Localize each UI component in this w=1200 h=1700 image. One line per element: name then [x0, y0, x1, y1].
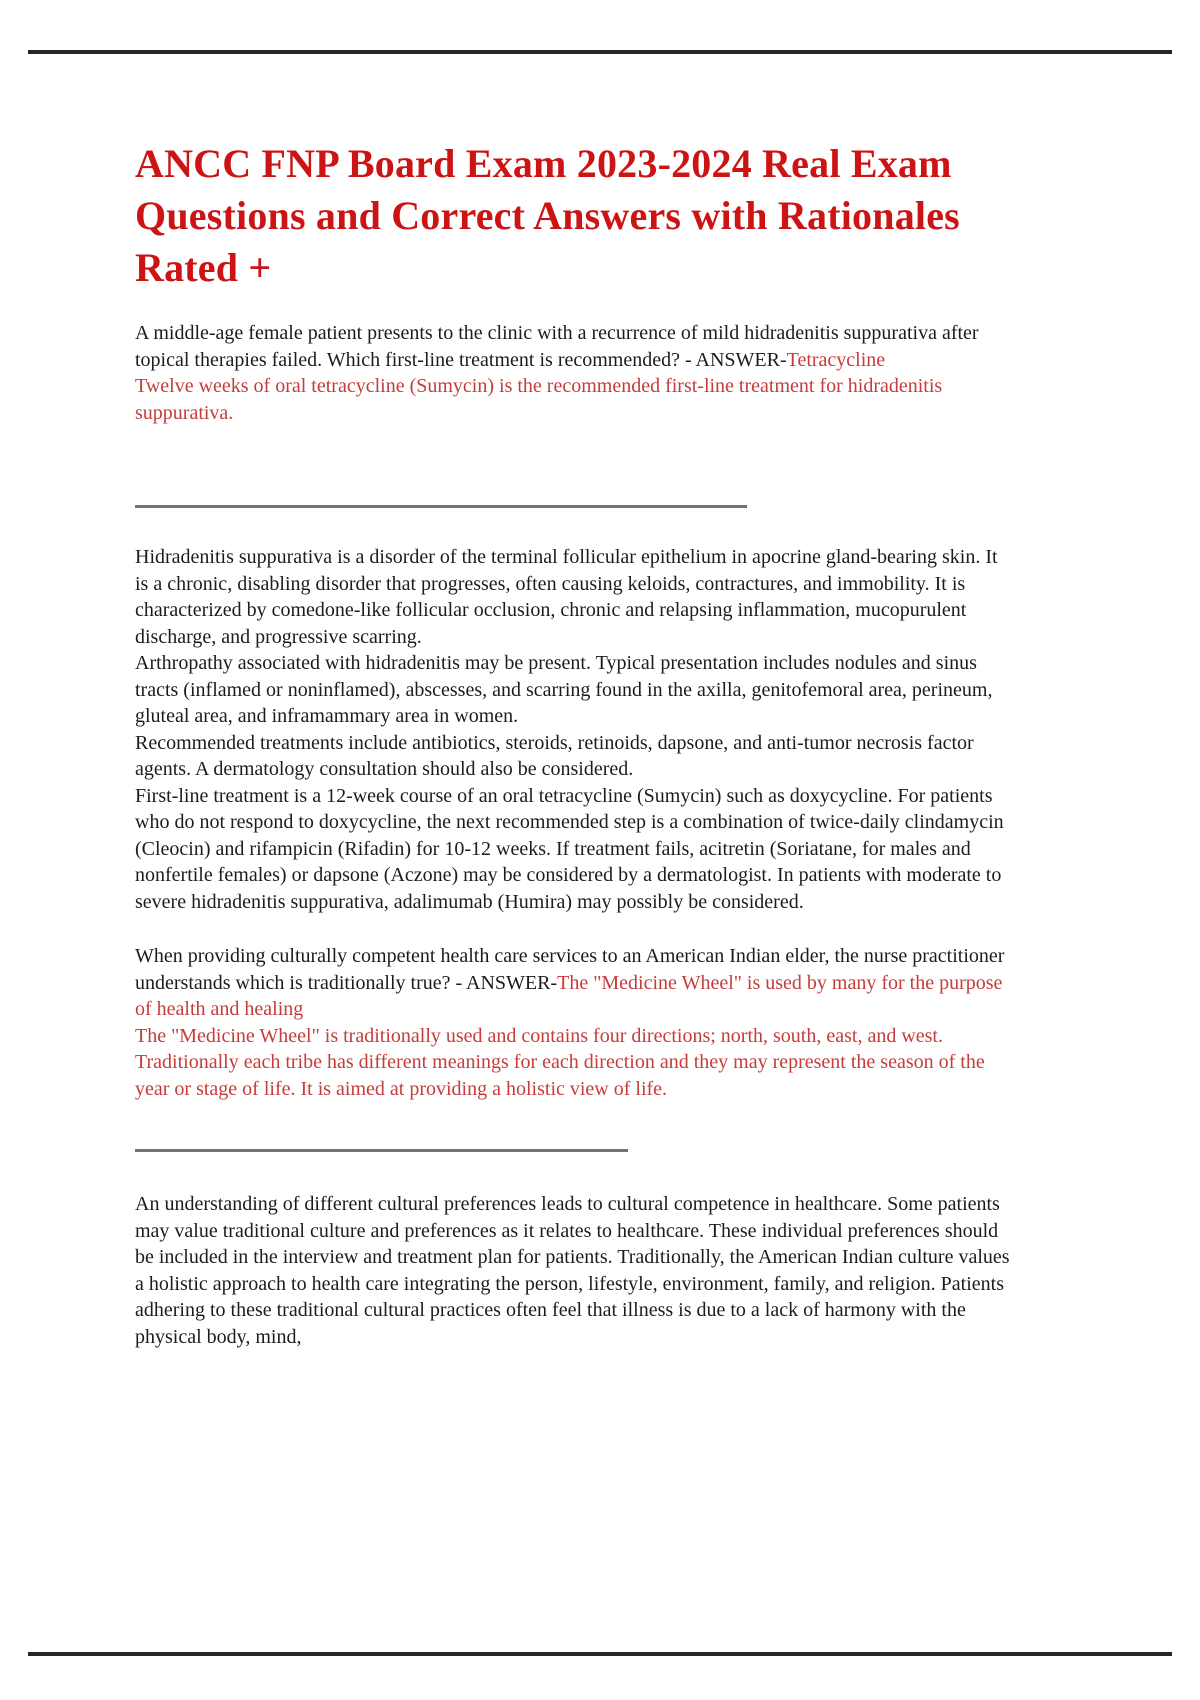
- page-bottom-border: [28, 1652, 1172, 1656]
- answer-2-text: The "Medicine Wheel" is used by many for the purpose of health and healing: [135, 971, 1003, 1020]
- rationale-line: First-line treatment is a 12-week course of an oral tetracycline (Sumycin) such as doxycycline. For patients who do not respond to doxycycline, the next recommended step is a combination of twice-daily clindamycin (Cleocin) and rifampicin (Rifadin) for 10-12 weeks. If treatment fails, acitretin (Soriatane, for males and nonfertile females) or dapsone (Aczone) may be considered by a dermatologist. In patients with moderate to severe hidradenitis suppurativa, adalimumab (Humira) may possibly be considered.: [135, 784, 1004, 913]
- answer-1-rationale: Twelve weeks of oral tetracycline (Sumycin) is the recommended first-line treatment for hidradenitis suppurativa.: [135, 375, 943, 424]
- question-2-text: When providing culturally competent health care services to an American Indian elder, the nurse practitioner understands which is traditionally true? - ANSWER-: [135, 945, 1005, 994]
- answer-2-rationale: The "Medicine Wheel" is traditionally used and contains four directions; north, south, east, and west. Traditionally each tribe has different meanings for each direction and they may represent the season of the year or stage of life. It is aimed at providing a holistic view of life.: [135, 1024, 985, 1100]
- question-answer-block-1: [135, 320, 1010, 426]
- question-answer-block-2: [135, 943, 1010, 1102]
- answer-1-text: Tetracycline: [786, 348, 886, 371]
- rationale-line: Recommended treatments include antibiotics, steroids, retinoids, dapsone, and anti-tumor necrosis factor agents. A dermatology consultation should also be considered.: [135, 731, 974, 780]
- rationale-line: Hidradenitis suppurativa is a disorder of the terminal follicular epithelium in apocrine gland-bearing skin. It is a chronic, disabling disorder that progresses, often causing keloids, contractures, and immobility. It is characterized by comedone-like follicular occlusion, chronic and relapsing inflammation, mucopurulent discharge, and progressive scarring.: [135, 546, 998, 648]
- question-1-text: A middle-age female patient presents to the clinic with a recurrence of mild hidradenitis suppurativa after topical therapies failed. Which first-line treatment is recommended? - ANSWER-: [135, 322, 979, 371]
- document-content: [135, 0, 1010, 1350]
- rationale-block: [135, 544, 1010, 915]
- section-divider-2: [135, 1149, 628, 1152]
- rationale-line: Arthropathy associated with hidradenitis may be present. Typical presentation includes nodules and sinus tracts (inflamed or noninflamed), abscesses, and scarring found in the axilla, genitofemoral area, perineum, gluteal area, and inframammary area in women.: [135, 652, 993, 727]
- section-divider-1: [135, 505, 747, 508]
- closing-paragraph: An understanding of different cultural preferences leads to cultural competence in healthcare. Some patients may value traditional culture and preferences as it relates to healthcare. These individual preferences should be included in the interview and treatment plan for patients. Traditionally, the American Indian culture values a holistic approach to health care integrating the person, lifestyle, environment, family, and religion. Patients adhering to these traditional cultural practices often feel that illness is due to a lack of harmony with the physical body, mind,: [135, 1193, 1010, 1348]
- page-title: ANCC FNP Board Exam 2023-2024 Real Exam Questions and Correct Answers with Rationales Rated +: [135, 141, 960, 290]
